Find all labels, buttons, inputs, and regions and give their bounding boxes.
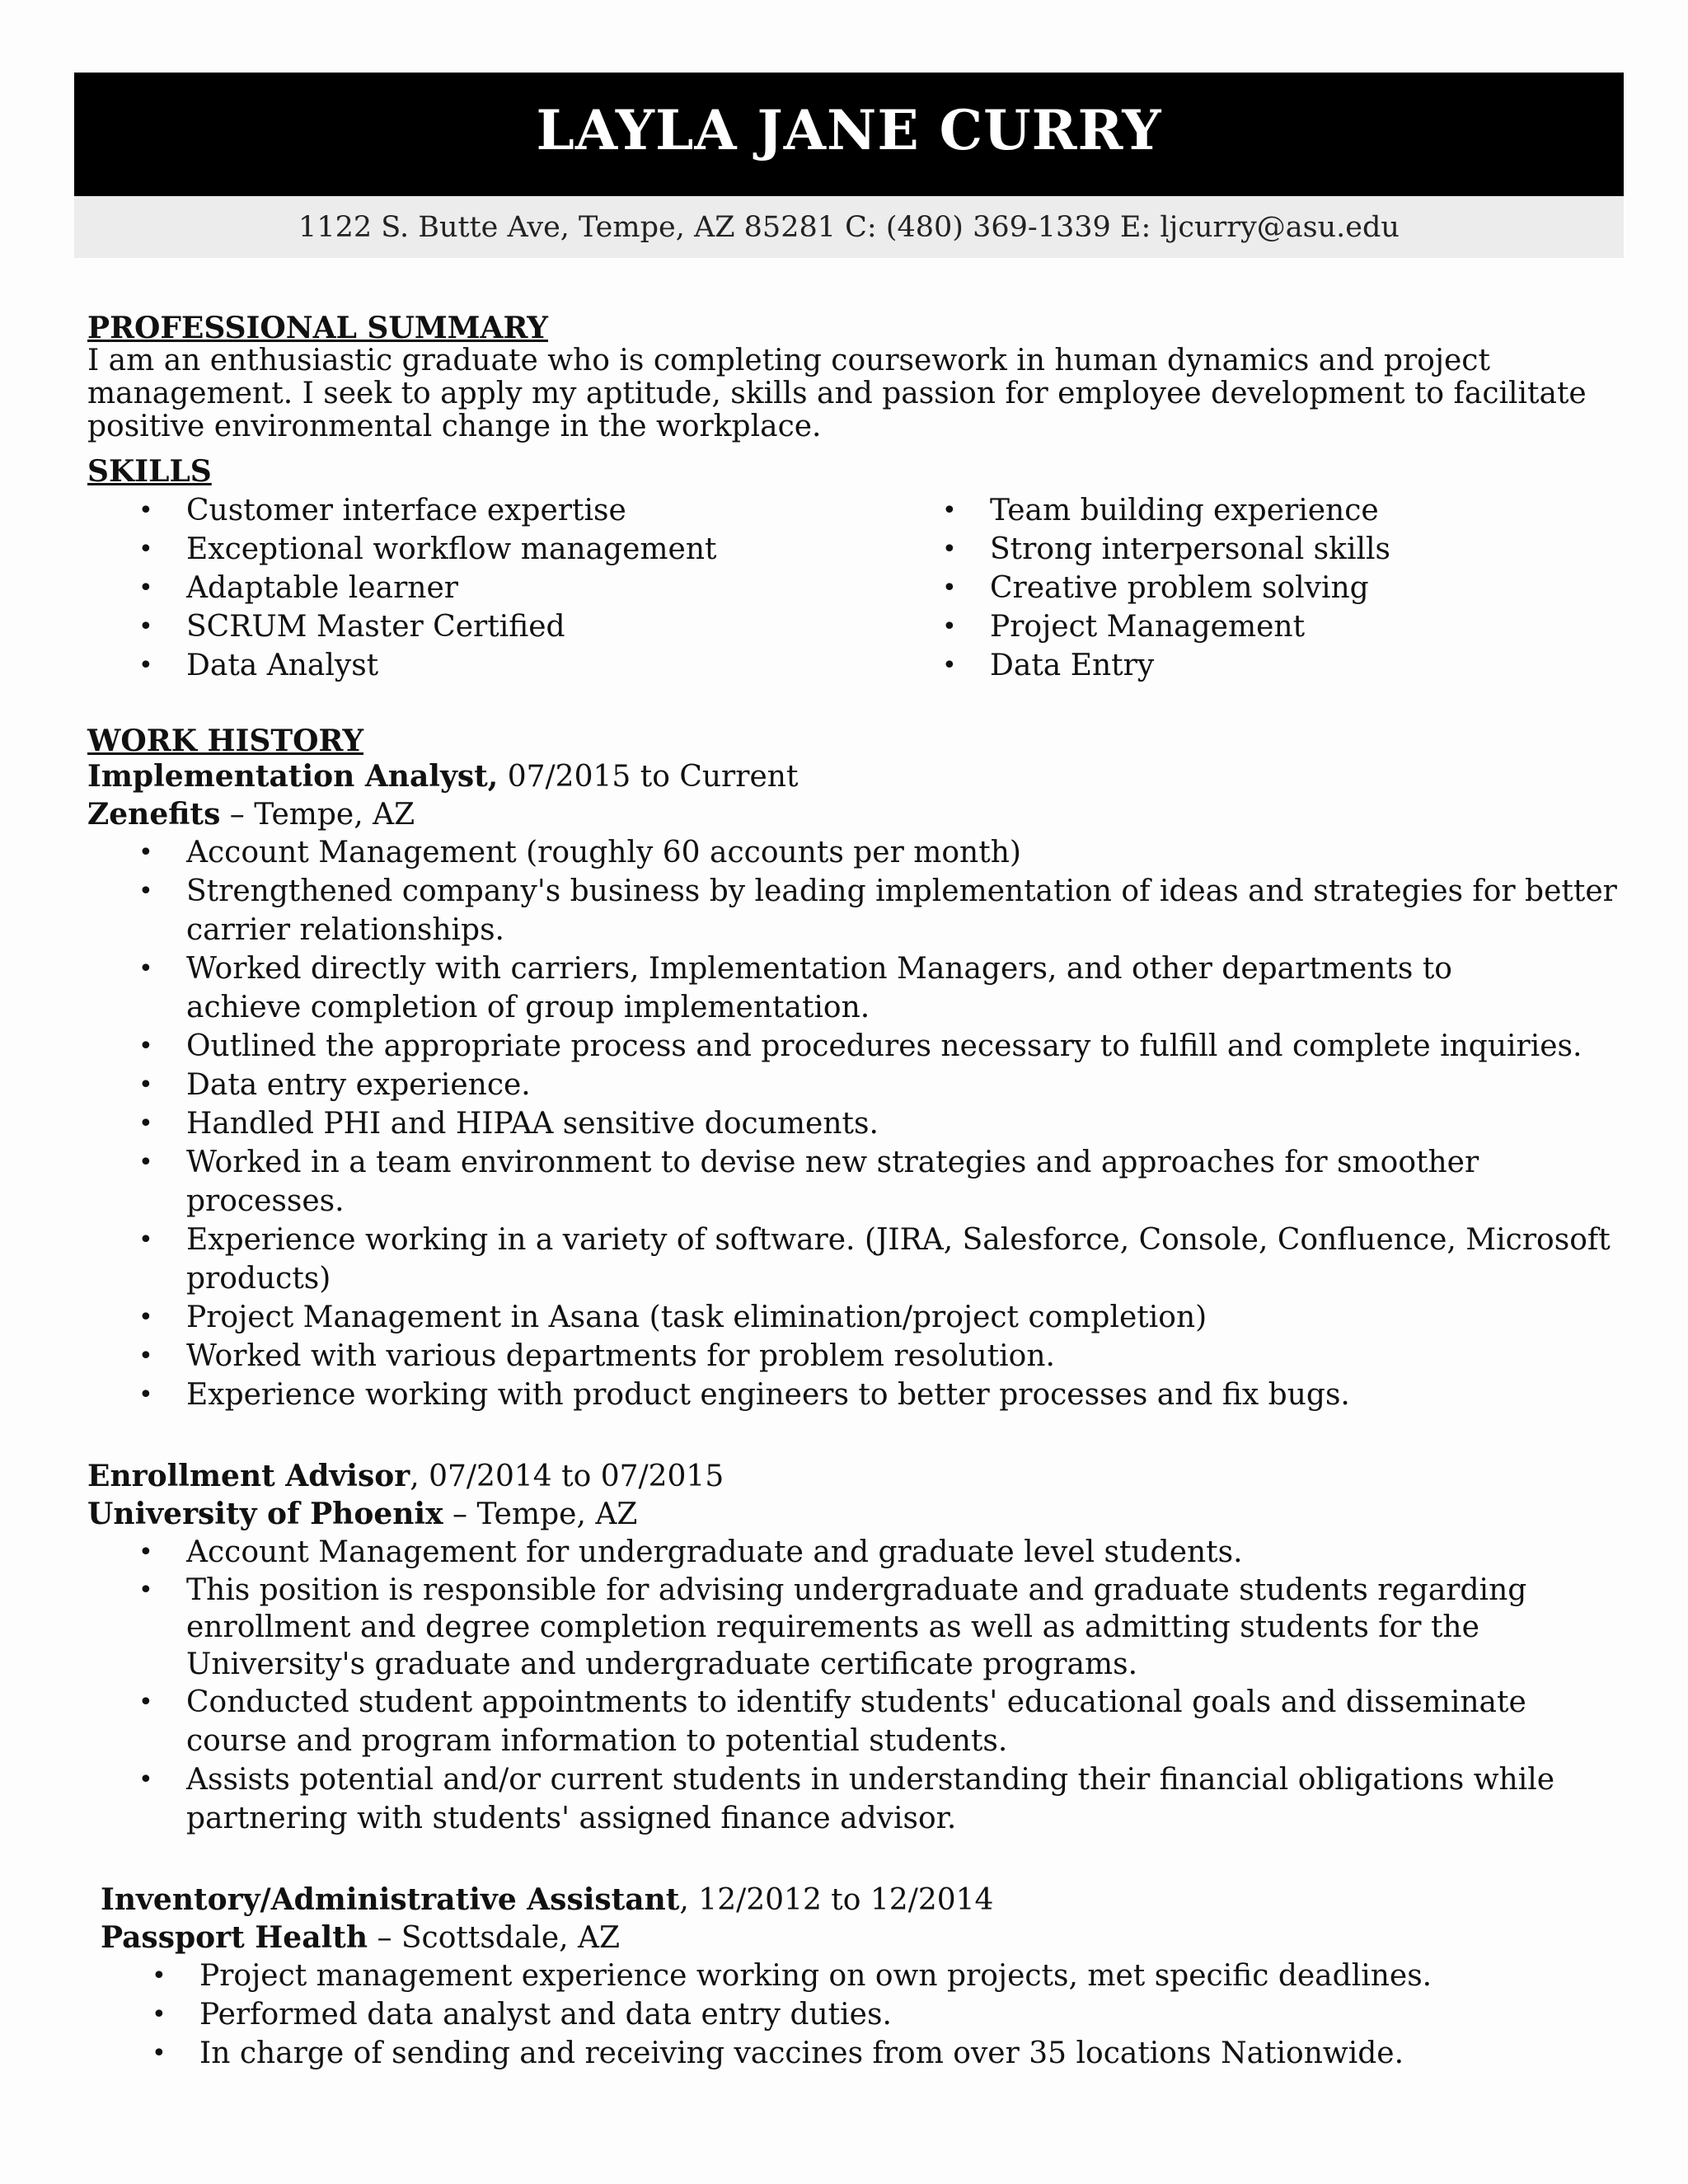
- duty-item: • Project Management in Asana (task elimination/project completion): [87, 1298, 1620, 1337]
- job-title: Enrollment Advisor: [87, 1459, 410, 1493]
- job-location: – Scottsdale, AZ: [368, 1921, 621, 1955]
- skill-item: • Team building experience: [891, 491, 1600, 530]
- duty-item: • Account Management (roughly 60 accounts per month): [87, 833, 1620, 872]
- job-company-line: [87, 1496, 1620, 1533]
- skills-list-left: [87, 491, 891, 685]
- duty-item: • Performed data analyst and data entry duties.: [101, 1995, 1620, 2034]
- name-banner: [74, 73, 1624, 196]
- duty-item: • Data entry experience.: [87, 1066, 1620, 1104]
- candidate-name: LAYLA JANE CURRY: [536, 98, 1162, 162]
- job-entry: [87, 1881, 1620, 2073]
- skills-list-right: [891, 491, 1600, 685]
- duty-item: • Experience working with product engineers to better processes and fix bugs.: [87, 1376, 1620, 1414]
- skill-item: • Data Analyst: [87, 646, 891, 685]
- duty-item: • Project management experience working on own projects, met specific deadlines.: [101, 1957, 1620, 1995]
- contact-banner: [74, 196, 1624, 258]
- skill-item: • Strong interpersonal skills: [891, 530, 1600, 569]
- job-duties: [101, 1957, 1620, 2073]
- duty-item: • Outlined the appropriate process and procedures necessary to fulfill and complete inquiries.: [87, 1027, 1620, 1066]
- job-dates: 07/2015 to Current: [498, 760, 799, 794]
- summary-text: I am an enthusiastic graduate who is completing coursework in human dynamics and project management. I seek to apply my aptitude, skills and passion for employee development to facilitate positive environmental change in the workplace.: [87, 344, 1587, 443]
- summary-section: [87, 312, 1620, 443]
- job-title-line: [101, 1881, 1620, 1919]
- skill-item: • Project Management: [891, 607, 1600, 646]
- job-dates: , 12/2012 to 12/2014: [679, 1883, 994, 1917]
- job-duties: [87, 833, 1620, 1414]
- duty-item: • Conducted student appointments to identify students' educational goals and disseminate course and program information to potential students.: [87, 1683, 1620, 1760]
- contact-info: 1122 S. Butte Ave, Tempe, AZ 85281 C: (480) 369-1339 E: ljcurry@asu.edu: [298, 210, 1400, 244]
- job-location: – Tempe, AZ: [220, 798, 415, 832]
- skill-item: • SCRUM Master Certified: [87, 607, 891, 646]
- skills-heading: SKILLS: [87, 454, 212, 489]
- duty-item: • Strengthened company's business by leading implementation of ideas and strategies for better carrier relationships.: [87, 872, 1620, 949]
- skill-item: • Exceptional workflow management: [87, 530, 891, 569]
- job-title: Inventory/Administrative Assistant: [101, 1882, 680, 1917]
- duty-item: • This position is responsible for advising undergraduate and graduate students regarding enrollment and degree completion requirements as well as admitting students for the University's graduate and undergraduate certificate programs.: [87, 1572, 1620, 1683]
- resume-body: [87, 312, 1620, 2073]
- job-title-line: [87, 1457, 1620, 1496]
- duty-item: • Assists potential and/or current students in understanding their financial obligations while partnering with students' assigned finance advisor.: [87, 1760, 1620, 1838]
- duty-item: • In charge of sending and receiving vaccines from over 35 locations Nationwide.: [101, 2034, 1620, 2073]
- skill-item: • Adaptable learner: [87, 569, 891, 607]
- duty-item: • Experience working in a variety of software. (JIRA, Salesforce, Console, Confluence, Microsoft products): [87, 1221, 1620, 1298]
- duty-item: • Worked in a team environment to devise new strategies and approaches for smoother processes.: [87, 1143, 1620, 1221]
- duty-item: • Account Management for undergraduate and graduate level students.: [87, 1533, 1620, 1572]
- skills-section: [87, 455, 1620, 685]
- skill-item: • Data Entry: [891, 646, 1600, 685]
- duty-item: • Worked directly with carriers, Implementation Managers, and other departments to achieve completion of group implementation.: [87, 949, 1620, 1027]
- job-duties: [87, 1533, 1620, 1838]
- skill-item: • Creative problem solving: [891, 569, 1600, 607]
- skill-item: • Customer interface expertise: [87, 491, 891, 530]
- job-dates: , 07/2014 to 07/2015: [410, 1460, 724, 1493]
- job-title: Implementation Analyst,: [87, 759, 499, 794]
- job-location: – Tempe, AZ: [443, 1497, 638, 1531]
- job-entry: [87, 1457, 1620, 1838]
- duty-item: • Handled PHI and HIPAA sensitive documents.: [87, 1104, 1620, 1143]
- work-heading: WORK HISTORY: [87, 724, 364, 758]
- job-entry: [87, 757, 1620, 1414]
- job-company-line: [101, 1919, 1620, 1957]
- job-company: Passport Health: [101, 1920, 368, 1955]
- job-company: Zenefits: [87, 797, 221, 832]
- job-company-line: [87, 796, 1620, 833]
- skills-columns: [87, 491, 1620, 685]
- summary-heading: PROFESSIONAL SUMMARY: [87, 311, 548, 345]
- job-company: University of Phoenix: [87, 1497, 443, 1531]
- job-title-line: [87, 757, 1620, 796]
- work-section: [87, 724, 1620, 2073]
- duty-item: • Worked with various departments for problem resolution.: [87, 1337, 1620, 1376]
